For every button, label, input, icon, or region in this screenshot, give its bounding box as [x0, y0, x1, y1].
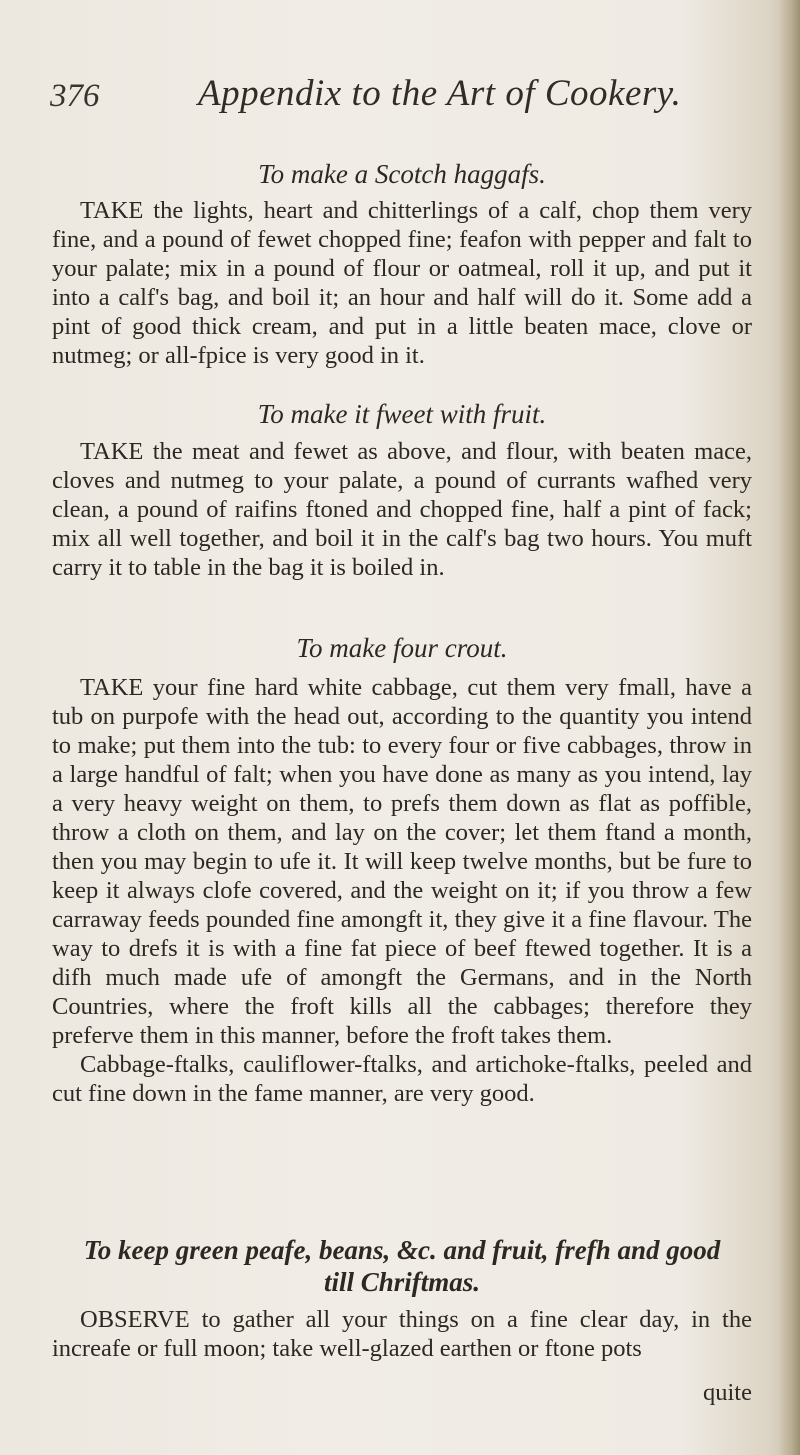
section-heading-sweet-fruit: To make it fweet with fruit.	[257, 399, 547, 429]
page-edge-shadow	[778, 0, 800, 1455]
paragraph: Cabbage-ftalks, cauliflower-ftalks, and artichoke-ftalks, peeled and cut fine down in the fame manner, are very good.	[52, 1051, 752, 1107]
section-body-sour-crout	[52, 673, 752, 1108]
page-number: 376	[50, 78, 100, 114]
running-head	[50, 72, 750, 122]
section-heading-sour-crout: To make four crout.	[296, 633, 508, 663]
section-body-haggis	[52, 196, 752, 370]
paragraph: OBSERVE to gather all your things on a fine clear day, in the increafe or full moon; take well-glazed earthen or ftone pots	[52, 1306, 752, 1362]
catchword: quite	[703, 1379, 752, 1406]
section-body-sweet-fruit	[52, 437, 752, 582]
paragraph: TAKE the meat and fewet as above, and flour, with beaten mace, cloves and nutmeg to your palate, a pound of currants wafhed very clean, a pound of raifins ftoned and chopped fine, half a pint of fack; mix all well together, and boil it in the calf's bag two hours. You muft carry it to table in the bag it is boiled in.	[52, 438, 752, 581]
section-body-green-peas	[52, 1305, 752, 1363]
section-heading-green-peas-line2: till Chriftmas.	[323, 1267, 481, 1297]
section-heading-green-peas-line1: To keep green peafe, beans, &c. and fruit, frefh and good	[83, 1235, 721, 1265]
running-title: Appendix to the Art of Cookery.	[198, 73, 682, 114]
section-heading-haggis: To make a Scotch haggafs.	[258, 159, 546, 189]
paragraph: TAKE the lights, heart and chitterlings of a calf, chop them very fine, and a pound of fewet chopped fine; feafon with pepper and falt to your palate; mix in a pound of flour or oatmeal, roll it up, and put it into a calf's bag, and boil it; an hour and half will do it. Some add a pint of good thick cream, and put in a little beaten mace, clove or nutmeg; or all-fpice is very good in it.	[52, 197, 752, 369]
paragraph: TAKE your fine hard white cabbage, cut them very fmall, have a tub on purpofe with the head out, according to the quantity you intend to make; put them into the tub: to every four or five cabbages, throw in a large handful of falt; when you have done as many as you intend, lay a very heavy weight on them, to prefs them down as flat as poffible, throw a cloth on them, and lay on the cover; let them ftand a month, then you may begin to ufe it. It will keep twelve months, but be fure to keep it always clofe covered, and the weight on it; if you throw a few carraway feeds pounded fine amongft it, they give it a fine flavour. The way to drefs it is with a fine fat piece of beef ftewed together. It is a difh much made ufe of amongft the Germans, and in the North Countries, where the froft kills all the cabbages; therefore they preferve them in this manner, before the froft takes them.	[52, 674, 752, 1049]
